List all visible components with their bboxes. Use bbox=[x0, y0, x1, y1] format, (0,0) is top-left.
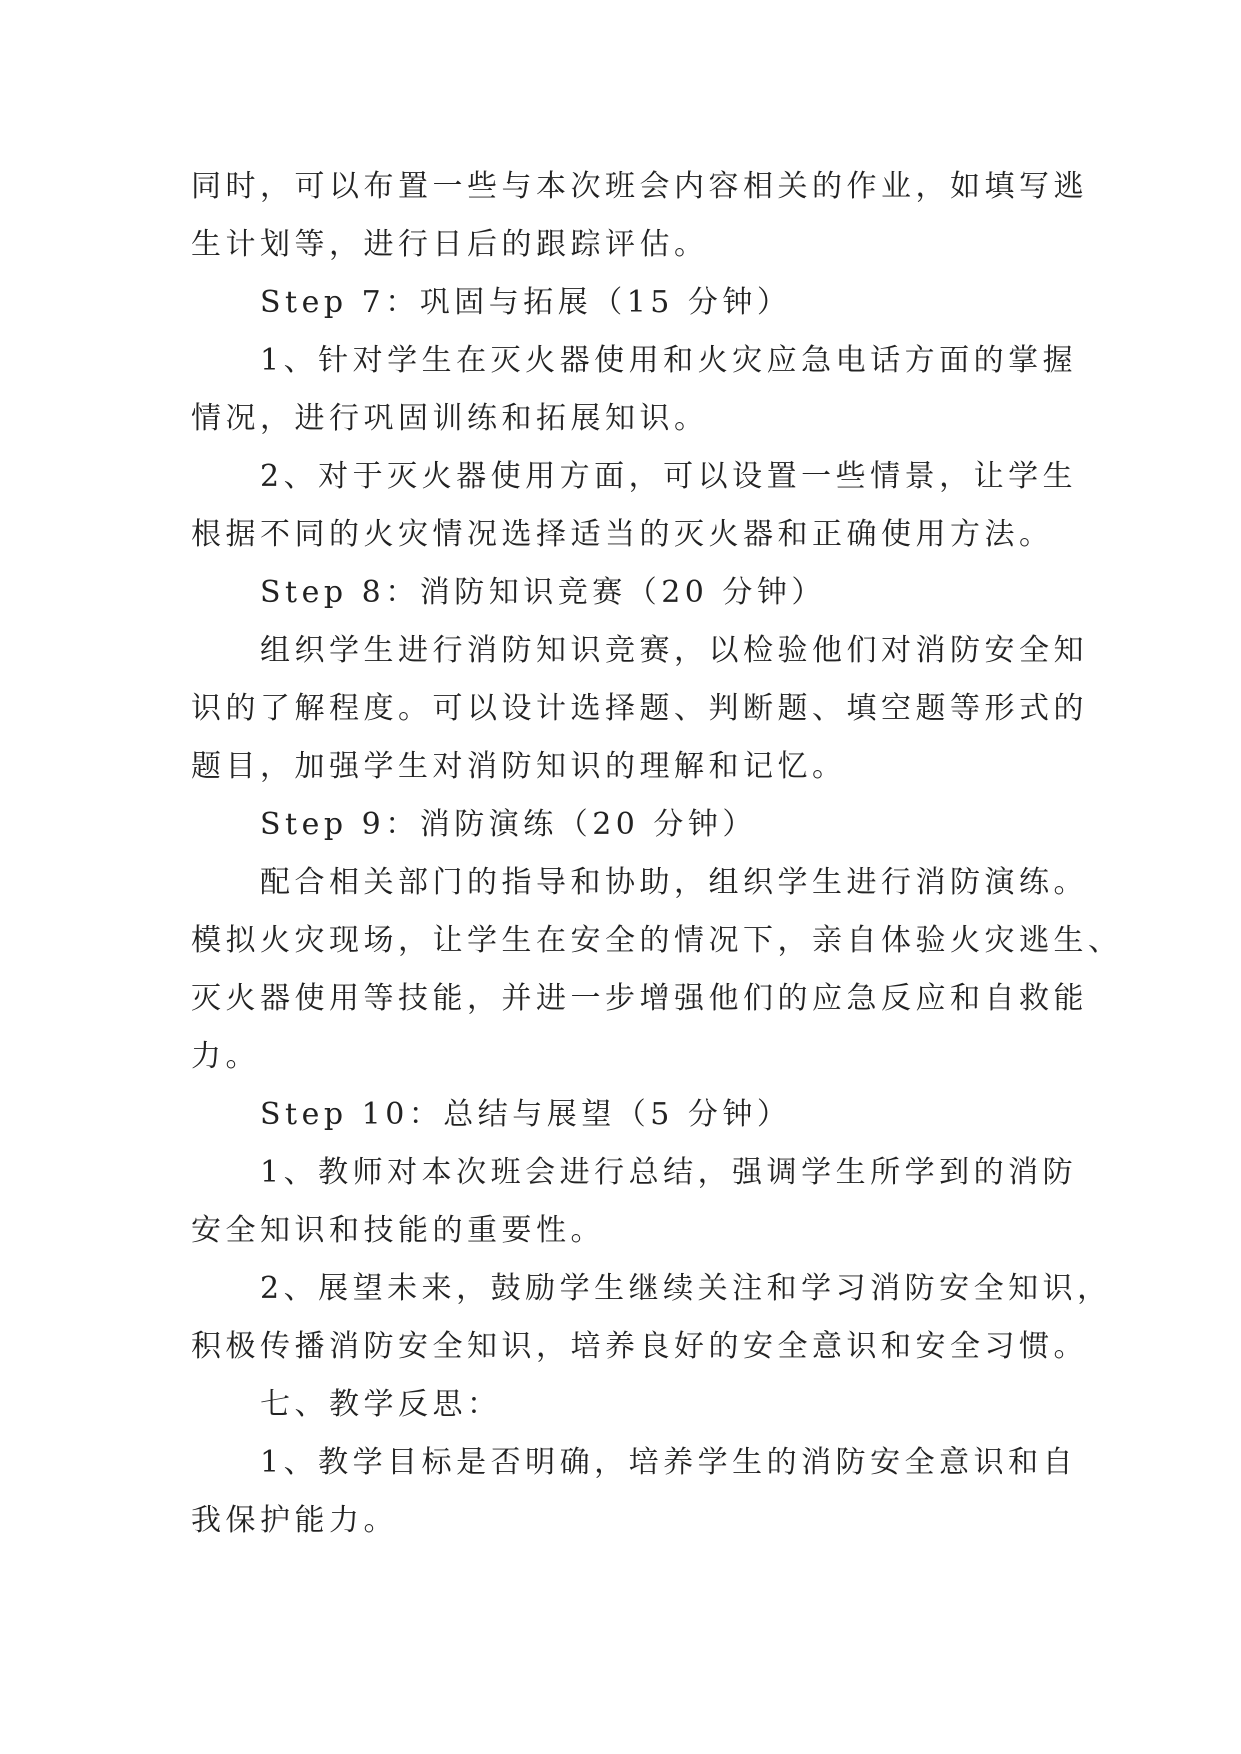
text-line: 配合相关部门的指导和协助，组织学生进行消防演练。 bbox=[191, 865, 1088, 900]
text-line: 生计划等，进行日后的跟踪评估。 bbox=[191, 227, 709, 262]
document-body bbox=[191, 158, 1123, 1550]
text-line: 识的了解程度。可以设计选择题、判断题、填空题等形式的 bbox=[191, 691, 1088, 726]
section-heading: Step 9：消防演练（20 分钟） bbox=[191, 807, 757, 842]
text-line: 模拟火灾现场，让学生在安全的情况下，亲自体验火灾逃生、 bbox=[191, 923, 1123, 958]
section-heading: Step 8：消防知识竞赛（20 分钟） bbox=[191, 575, 826, 610]
text-line: 2、展望未来，鼓励学生继续关注和学习消防安全知识， bbox=[191, 1271, 1112, 1306]
text-line: 组织学生进行消防知识竞赛，以检验他们对消防安全知 bbox=[191, 633, 1088, 668]
text-line: 1、针对学生在灭火器使用和火灾应急电话方面的掌握 bbox=[191, 343, 1078, 378]
text-line: 情况，进行巩固训练和拓展知识。 bbox=[191, 401, 709, 436]
text-line: 同时，可以布置一些与本次班会内容相关的作业，如填写逃 bbox=[191, 169, 1088, 204]
section-heading: 七、教学反思： bbox=[191, 1387, 502, 1422]
text-line: 我保护能力。 bbox=[191, 1503, 398, 1538]
text-line: 力。 bbox=[191, 1039, 260, 1074]
text-line: 灭火器使用等技能，并进一步增强他们的应急反应和自救能 bbox=[191, 981, 1088, 1016]
text-line: 根据不同的火灾情况选择适当的灭火器和正确使用方法。 bbox=[191, 517, 1054, 552]
section-heading: Step 7：巩固与拓展（15 分钟） bbox=[191, 285, 792, 320]
text-line: 题目，加强学生对消防知识的理解和记忆。 bbox=[191, 749, 847, 784]
text-line: 1、教师对本次班会进行总结，强调学生所学到的消防 bbox=[191, 1155, 1078, 1190]
text-line: 安全知识和技能的重要性。 bbox=[191, 1213, 605, 1248]
section-heading: Step 10：总结与展望（5 分钟） bbox=[191, 1097, 792, 1132]
text-line: 积极传播消防安全知识，培养良好的安全意识和安全习惯。 bbox=[191, 1329, 1088, 1364]
text-line: 1、教学目标是否明确，培养学生的消防安全意识和自 bbox=[191, 1445, 1078, 1480]
text-line: 2、对于灭火器使用方面，可以设置一些情景，让学生 bbox=[191, 459, 1078, 494]
